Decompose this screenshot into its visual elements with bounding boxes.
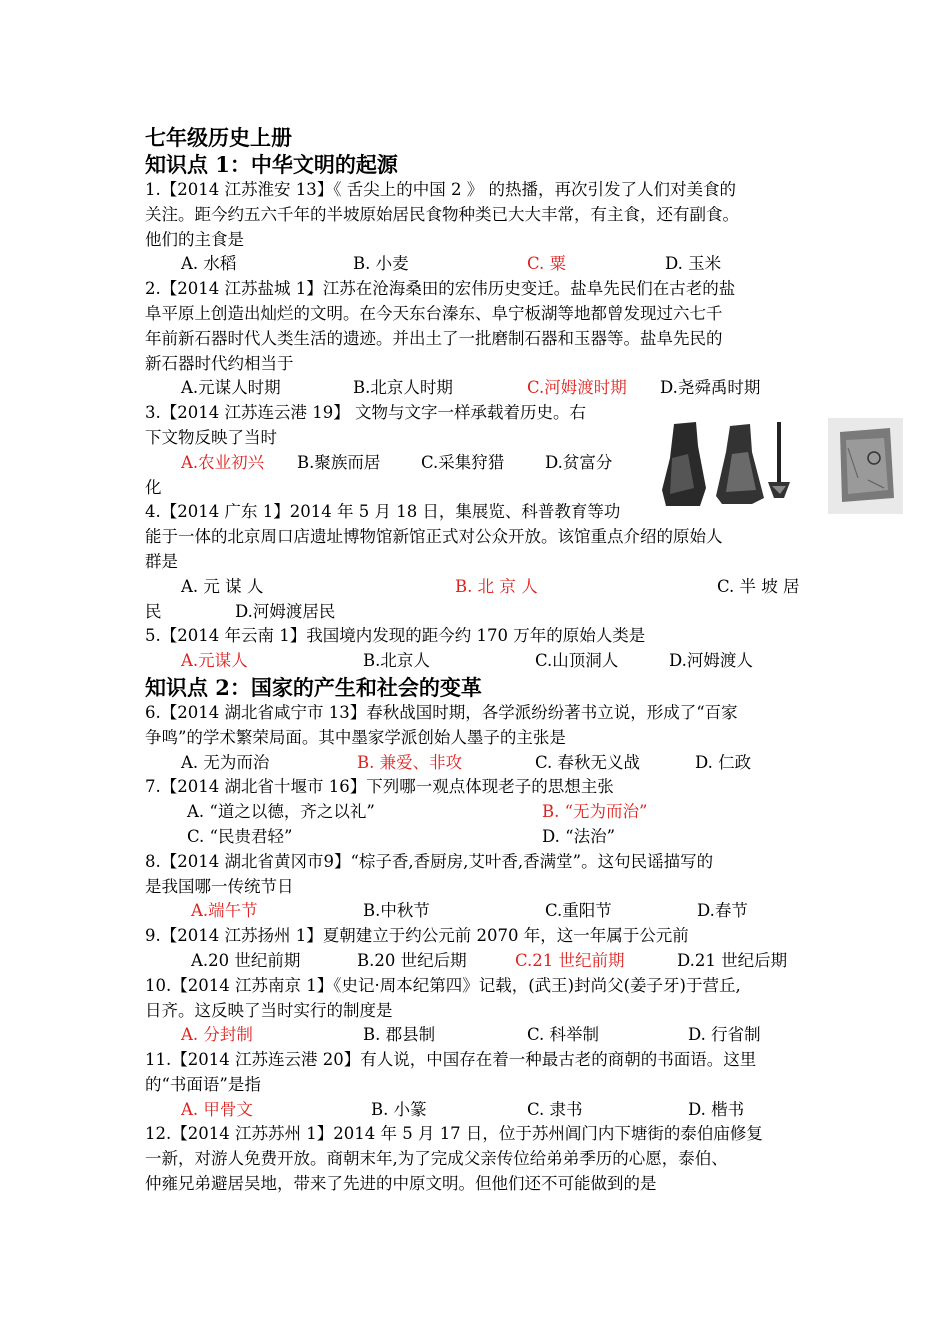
q8-option-c: C.重阳节: [545, 901, 612, 921]
q8-option-d: D.春节: [697, 901, 748, 921]
q4-options-cont: [145, 600, 810, 625]
q6-option-a: A. 无为而治: [181, 752, 270, 772]
q9-option-b: B.20 世纪后期: [357, 950, 467, 970]
q2-option-d: D.尧舜禹时期: [660, 378, 761, 398]
q4-option-d: D.河姆渡居民: [235, 601, 336, 621]
q9-option-c: C.21 世纪前期: [515, 950, 625, 970]
q10-option-b: B. 郡县制: [363, 1025, 436, 1045]
q4-line-1: 4.【2014 广东 1】2014 年 5 月 18 日，集展览、科普教育等功: [145, 502, 621, 522]
q1-line-2: 关注。距今约五六千年的半坡原始居民食物种类已大大丰常，有主食，还有副食。: [145, 204, 739, 224]
q8-line-1: 8.【2014 湖北省黄冈市9】“棕子香,香厨房,艾叶香,香满堂”。这句民谣描写的: [145, 851, 714, 871]
q10-option-c: C. 科举制: [527, 1025, 600, 1045]
q11-option-d: D. 楷书: [688, 1099, 745, 1119]
q11-option-c: C. 隶书: [527, 1099, 583, 1119]
q3-option-a: A.农业初兴: [181, 452, 265, 472]
q3-tail: 化: [145, 477, 162, 497]
q10-line-2: 日齐。这反映了当时实行的制度是: [145, 1000, 393, 1020]
q1-option-d: D. 玉米: [665, 254, 722, 274]
q7-option-c: C. “民贵君轻”: [187, 826, 293, 846]
q10-option-d: D. 行省制: [688, 1025, 761, 1045]
q11-option-b: B. 小篆: [371, 1099, 427, 1119]
q6-line-1: 6.【2014 湖北省咸宁市 13】春秋战国时期，各学派纷纷著书立说，形成了“百家: [145, 702, 738, 722]
q4-tail: 民: [145, 601, 162, 621]
q6-line-2: 争鸣”的学术繁荣局面。其中墨家学派创始人墨子的主张是: [145, 727, 566, 747]
q2-option-c: C.河姆渡时期: [527, 378, 627, 398]
q4-option-b: B. 北 京 人: [455, 576, 538, 596]
q2-option-b: B.北京人时期: [353, 378, 453, 398]
q10-option-a: A. 分封制: [181, 1025, 253, 1045]
q4-line-3: 群是: [145, 551, 178, 571]
q6-option-d: D. 仁政: [695, 752, 752, 772]
q2-line-2: 阜平原上创造出灿烂的文明。在今天东台溱东、阜宁板湖等地都曾发现过六七千: [145, 303, 723, 323]
q1-option-a: A. 水稻: [181, 254, 237, 274]
q6-option-c: C. 春秋无义战: [535, 752, 641, 772]
q5-option-c: C.山顶洞人: [535, 651, 619, 671]
q5-option-a: A.元谋人: [181, 651, 248, 671]
section-heading-2: 知识点 2：国家的产生和社会的变革: [145, 674, 482, 700]
q1-line-3: 他们的主食是: [145, 229, 244, 249]
q1-option-c: C. 粟: [527, 254, 567, 274]
q6-options: [145, 751, 810, 776]
q8-line-2: 是我国哪一传统节日: [145, 876, 294, 896]
q8-option-a: A.端午节: [191, 901, 258, 921]
q7-option-a: A. “道之以德，齐之以礼”: [187, 802, 375, 822]
q11-line-2: 的“书面语”是指: [145, 1074, 261, 1094]
q3-line-1: 3.【2014 江苏连云港 19】 文物与文字一样承载着历史。右: [145, 403, 586, 423]
q12-line-3: 仲雍兄弟避居吴地，带来了先进的中原文明。但他们还不可能做到的是: [145, 1174, 657, 1194]
q3-options: [145, 451, 810, 476]
document-page: [145, 124, 810, 1197]
q8-option-b: B.中秋节: [363, 901, 430, 921]
q1-options: [145, 252, 810, 277]
q3-line-2: 下文物反映了当时: [145, 427, 277, 447]
q4-options: [145, 575, 810, 600]
q9-line-1: 9.【2014 江苏扬州 1】夏朝建立于约公元前 2070 年，这一年属于公元前: [145, 926, 689, 946]
q5-line-1: 5.【2014 年云南 1】我国境内发现的距今约 170 万年的原始人类是: [145, 626, 646, 646]
q9-options: [145, 949, 810, 974]
jade-artifact-image: [828, 418, 903, 514]
q5-option-b: B.北京人: [363, 651, 430, 671]
q2-line-1: 2.【2014 江苏盐城 1】江苏在沧海桑田的宏伟历史变迁。盐阜先民们在古老的盐: [145, 279, 736, 299]
q7-options-row1: [145, 800, 810, 825]
q2-line-3: 年前新石器时代人类生活的遗迹。并出土了一批磨制石器和玉器等。盐阜先民的: [145, 328, 723, 348]
q3-option-c: C.采集狩猎: [421, 452, 505, 472]
q2-option-a: A.元谋人时期: [181, 378, 281, 398]
q1-line-1: 1.【2014 江苏淮安 13】《 舌尖上的中国 2 》 的热播，再次引发了人们对美食的: [145, 180, 736, 199]
q4-line-2: 能于一体的北京周口店遗址博物馆新馆正式对公众开放。该馆重点介绍的原始人: [145, 527, 723, 547]
q10-line-1: 10.【2014 江苏南京 1】《史记·周本纪第四》记载，(武王)封尚父(姜子牙)于营丘,: [145, 975, 741, 995]
q8-options: [145, 899, 810, 924]
q7-option-d: D. “法治”: [542, 826, 616, 846]
q3-option-b: B.聚族而居: [297, 452, 381, 472]
section-heading-1: 知识点 1：中华文明的起源: [145, 152, 398, 177]
q2-options: [145, 376, 810, 401]
q7-option-b: B. “无为而治”: [542, 802, 648, 822]
q4-option-c: C. 半 坡 居: [717, 576, 800, 596]
q9-option-a: A.20 世纪前期: [191, 950, 301, 970]
q5-options: [145, 649, 810, 674]
q7-line-1: 7.【2014 湖北省十堰市 16】下列哪一观点体现老子的思想主张: [145, 777, 614, 797]
document-title: 七年级历史上册: [145, 125, 292, 150]
q10-options: [145, 1023, 810, 1048]
q6-option-b: B. 兼爱、非攻: [357, 752, 463, 772]
q9-option-d: D.21 世纪后期: [677, 950, 788, 970]
q12-line-2: 一新，对游人免费开放。商朝末年,为了完成父亲传位给弟弟季历的心愿，泰伯、: [145, 1149, 728, 1169]
q7-options-row2: [145, 825, 810, 850]
q5-option-d: D.河姆渡人: [669, 651, 753, 671]
q3-option-d: D.贫富分: [545, 452, 613, 472]
q11-options: [145, 1098, 810, 1123]
q11-option-a: A. 甲骨文: [181, 1099, 253, 1119]
q11-line-1: 11.【2014 江苏连云港 20】有人说，中国存在着一种最古老的商朝的书面语。这里: [145, 1050, 757, 1070]
q2-line-4: 新石器时代约相当于: [145, 353, 294, 373]
q1-option-b: B. 小麦: [353, 254, 409, 274]
q12-line-1: 12.【2014 江苏苏州 1】2014 年 5 月 17 日，位于苏州阊门内下塘街的泰伯庙修复: [145, 1124, 763, 1144]
q4-option-a: A. 元 谋 人: [181, 576, 264, 596]
